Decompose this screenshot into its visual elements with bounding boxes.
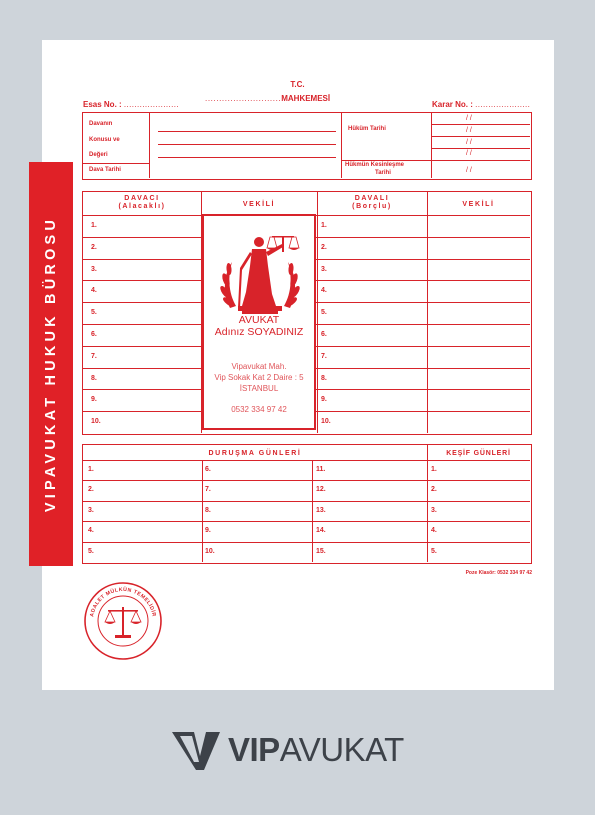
- davaci-header: DAVACI (Alacaklı): [118, 195, 166, 210]
- date-field: / /: [466, 150, 472, 157]
- hearing-col3-number: 15.: [316, 547, 326, 555]
- card-title: AVUKAT: [238, 314, 280, 326]
- davali-header: DAVALI (Borçlu): [352, 195, 392, 210]
- hearing-col2-number: 10.: [205, 547, 215, 555]
- hukum-tarihi-label: Hüküm Tarihi: [348, 126, 386, 132]
- brand-wordmark: [228, 731, 404, 769]
- hearing-col4-number: 2.: [431, 486, 437, 494]
- hearing-col3-number: 11.: [316, 466, 326, 473]
- hearing-col2-number: 9.: [205, 527, 211, 535]
- scales-icon: [82, 580, 164, 662]
- davali-row-number: 8.: [321, 374, 327, 382]
- karar-label: Karar No. :: [432, 100, 473, 109]
- case-info-box: [82, 112, 532, 180]
- davaci-row-number: 3.: [91, 265, 97, 273]
- davali-row-number: 7.: [321, 352, 327, 360]
- davali-row-number: 2.: [321, 243, 327, 251]
- hearing-col3-number: 13.: [316, 506, 326, 514]
- card-address-2: Vip Sokak Kat 2 Daire : 5: [214, 373, 304, 382]
- kesif-header: KEŞİF GÜNLERİ: [446, 450, 511, 457]
- davali-row-number: 10.: [321, 418, 331, 426]
- hearing-col4-number: 5.: [431, 547, 437, 555]
- davali-row-number: 1.: [321, 222, 327, 229]
- dava-tarihi-label: Dava Tarihi: [89, 167, 121, 173]
- brand-vip: VIP: [228, 731, 280, 768]
- lawyer-card: [202, 214, 316, 430]
- hearings-box: [82, 444, 532, 564]
- hearing-col1-number: 5.: [88, 547, 94, 555]
- court-label: MAHKEMESİ: [281, 94, 331, 103]
- hearing-col1-number: 1.: [88, 466, 94, 473]
- davali-row-number: 9.: [321, 396, 327, 404]
- hearing-col2-number: 6.: [205, 466, 211, 473]
- davaci-row-number: 5.: [91, 309, 97, 317]
- brand-avukat: AVUKAT: [279, 731, 404, 768]
- esas-dots: .....................: [123, 100, 179, 109]
- davaci-row-number: 6.: [91, 331, 97, 338]
- hearing-col3-number: 14.: [316, 527, 326, 535]
- esas-no: [83, 100, 179, 109]
- hearing-col4-number: 3.: [431, 506, 437, 514]
- court-name-line: [205, 94, 330, 103]
- hearing-col2-number: 8.: [205, 506, 211, 514]
- davanin-label: Davanın: [89, 121, 113, 127]
- davaci-row-number: 10.: [91, 418, 101, 426]
- court-dots: ...........................: [205, 94, 282, 103]
- date-field: / /: [466, 167, 472, 174]
- davali-row-number: 4.: [321, 287, 327, 295]
- card-address-3: İSTANBUL: [239, 384, 279, 393]
- card-phone: 0532 334 97 42: [231, 405, 287, 414]
- hearing-col2-number: 7.: [205, 486, 211, 494]
- davaci-row-number: 1.: [91, 222, 97, 229]
- hearing-col1-number: 3.: [88, 506, 94, 514]
- lady-justice-icon: [216, 222, 304, 318]
- karar-no: [432, 100, 530, 109]
- hearing-col1-number: 4.: [88, 527, 94, 535]
- kesinlesme-label-1: Hükmün Kesinleşme: [345, 162, 405, 168]
- karar-dots: .....................: [475, 100, 531, 109]
- degeri-label: Değeri: [89, 152, 108, 158]
- davaci-row-number: 8.: [91, 374, 97, 382]
- davaci-row-number: 7.: [91, 352, 97, 360]
- hearing-col4-number: 4.: [431, 527, 437, 535]
- card-address-1: Vipavukat Mah.: [231, 362, 287, 371]
- kesinlesme-label-2: Tarihi: [375, 170, 391, 176]
- davaci-row-number: 9.: [91, 396, 97, 404]
- hearing-col4-number: 1.: [431, 466, 437, 473]
- date-field: / /: [466, 115, 472, 122]
- side-band-text: VIPAVUKAT HUKUK BÜROSU: [43, 215, 59, 513]
- tc-title: T.C.: [290, 80, 305, 89]
- davali-row-number: 6.: [321, 331, 327, 338]
- vekili-right-header: VEKİLİ: [462, 201, 495, 208]
- date-field: / /: [466, 127, 472, 134]
- davali-row-number: 3.: [321, 265, 327, 273]
- konusu-label: Konusu ve: [89, 137, 120, 143]
- davali-row-number: 5.: [321, 309, 327, 317]
- hearing-col1-number: 2.: [88, 486, 94, 494]
- date-field: / /: [466, 139, 472, 146]
- card-name: Adınız SOYADINIZ: [214, 326, 304, 338]
- seal-text: ADALET MÜLKÜN TEMELİDİR: [89, 586, 157, 618]
- hearing-col3-number: 12.: [316, 486, 326, 494]
- davaci-row-number: 2.: [91, 243, 97, 251]
- esas-label: Esas No. :: [83, 100, 122, 109]
- vekili-left-header: VEKİLİ: [242, 201, 276, 208]
- durusma-header: DURUŞMA GÜNLERİ: [208, 450, 302, 457]
- footer-note: Poze Klasör: 0532 334 97 42: [465, 570, 532, 576]
- davaci-row-number: 4.: [91, 287, 97, 295]
